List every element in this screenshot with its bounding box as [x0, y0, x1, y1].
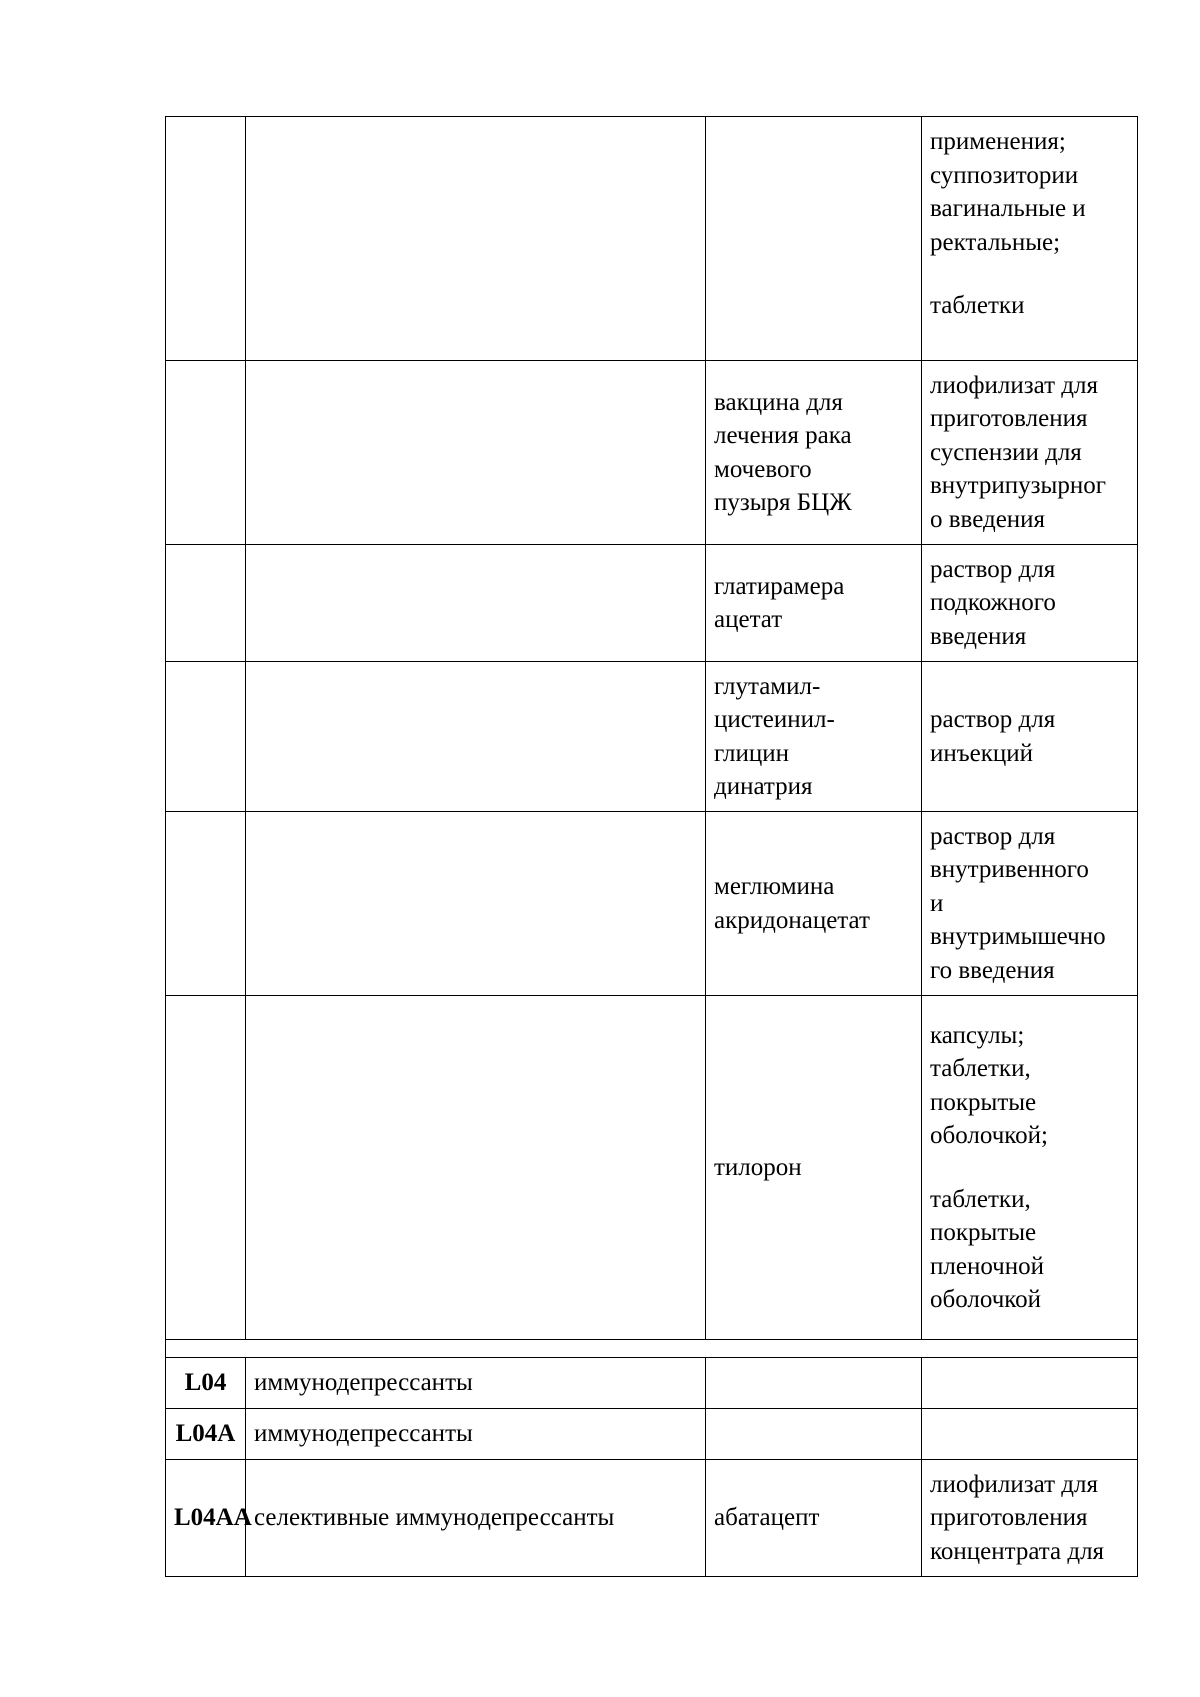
dosage-form-cell [922, 662, 1138, 812]
atc-code-cell [166, 545, 246, 662]
table-row [166, 117, 1138, 361]
text-line: вакцина для [714, 388, 843, 416]
table-spacer-row [166, 1340, 1138, 1358]
atc-code-cell [166, 996, 246, 1340]
text-line: суспензии для [930, 438, 1082, 466]
text-line: и [930, 889, 944, 917]
drug-name-cell [706, 996, 922, 1340]
text-line: таблетки, [930, 1055, 1031, 1082]
text-line: введения [930, 622, 1027, 650]
table-row [166, 1460, 1138, 1577]
text-line: лиофилизат для [930, 1470, 1098, 1498]
text-line: цистеинил- [714, 706, 835, 733]
text-line: вагинальные и [930, 195, 1086, 222]
dosage-form-cell [922, 1460, 1138, 1577]
table-row [166, 662, 1138, 812]
dosage-form-cell [922, 545, 1138, 662]
group-name-cell [246, 812, 706, 996]
drug-classification-table [165, 116, 1138, 1577]
text-line: абатацепт [714, 1504, 820, 1532]
text-line: меглюмина [714, 873, 835, 900]
drug-name-cell [706, 1409, 922, 1460]
spacer-cell [166, 1340, 1138, 1358]
group-name-cell: селективные иммунодепрессанты [246, 1460, 706, 1577]
atc-code-cell [166, 812, 246, 996]
text-line: глатирамера [714, 572, 845, 600]
drug-name-cell [706, 117, 922, 361]
group-name-cell [246, 117, 706, 361]
group-name-cell [246, 996, 706, 1340]
text-line: акридонацетат [714, 906, 870, 934]
text-line: ректальные; [930, 228, 1061, 256]
text-line: подкожного [930, 589, 1056, 617]
atc-code-cell [166, 361, 246, 545]
atc-code-cell: L04AA [166, 1460, 246, 1577]
text-line: динатрия [714, 773, 813, 800]
text-line: применения; [930, 128, 1066, 155]
drug-name-cell [706, 1460, 922, 1577]
table-row [166, 545, 1138, 662]
dosage-form-cell [922, 996, 1138, 1340]
paragraph-gap [930, 1153, 1129, 1183]
drug-name-cell [706, 545, 922, 662]
text-line: глицин [714, 739, 789, 767]
table-row [166, 361, 1138, 545]
atc-code-cell: L04 [166, 1358, 246, 1409]
text-line: тилорон [714, 1153, 802, 1181]
text-line: лечения рака [714, 422, 852, 449]
dosage-form-cell [922, 1409, 1138, 1460]
text-line: суппозитории [930, 161, 1079, 189]
text-line: внутримышечно [930, 923, 1106, 951]
text-line: покрытые [930, 1088, 1037, 1116]
group-name-cell [246, 545, 706, 662]
group-name-cell [246, 361, 706, 545]
text-line: пленочной [930, 1252, 1045, 1280]
group-name-cell: иммунодепрессанты [246, 1358, 706, 1409]
drug-name-cell [706, 812, 922, 996]
drug-name-cell [706, 662, 922, 812]
table-row [166, 1358, 1138, 1409]
text-line: приготовления [930, 405, 1088, 433]
dosage-form-cell [922, 117, 1138, 361]
text-line: концентрата для [930, 1537, 1105, 1565]
text-line: мочевого [714, 455, 812, 483]
atc-code-cell [166, 662, 246, 812]
text-line: раствор для [930, 822, 1056, 850]
text-line: таблетки, [930, 1185, 1031, 1213]
paragraph-gap [930, 259, 1129, 289]
table-row [166, 1409, 1138, 1460]
text-line: оболочкой; [930, 1122, 1048, 1149]
text-line: го введения [930, 956, 1055, 984]
text-line: пузыря БЦЖ [714, 489, 852, 516]
atc-code-cell [166, 117, 246, 361]
drug-name-cell [706, 361, 922, 545]
drug-name-cell [706, 1358, 922, 1409]
group-name-cell [246, 662, 706, 812]
text-line: раствор для [930, 706, 1056, 733]
text-line: ацетат [714, 606, 783, 633]
atc-code-cell: L04A [166, 1409, 246, 1460]
text-line: внутрипузырног [930, 472, 1106, 500]
dosage-form-cell [922, 1358, 1138, 1409]
group-name-cell: иммунодепрессанты [246, 1409, 706, 1460]
text-line: оболочкой [930, 1286, 1042, 1313]
text-line: о введения [930, 505, 1046, 533]
text-line: таблетки [930, 292, 1025, 319]
dosage-form-cell [922, 361, 1138, 545]
table-row [166, 996, 1138, 1340]
dosage-form-cell [922, 812, 1138, 996]
text-line: инъекций [930, 739, 1034, 767]
text-line: покрытые [930, 1219, 1037, 1246]
table-row [166, 812, 1138, 996]
text-line: внутривенного [930, 856, 1089, 884]
text-line: лиофилизат для [930, 371, 1098, 399]
text-line: раствор для [930, 555, 1056, 583]
text-line: приготовления [930, 1504, 1088, 1532]
text-line: глутамил- [714, 672, 821, 700]
text-line: капсулы; [930, 1021, 1025, 1049]
